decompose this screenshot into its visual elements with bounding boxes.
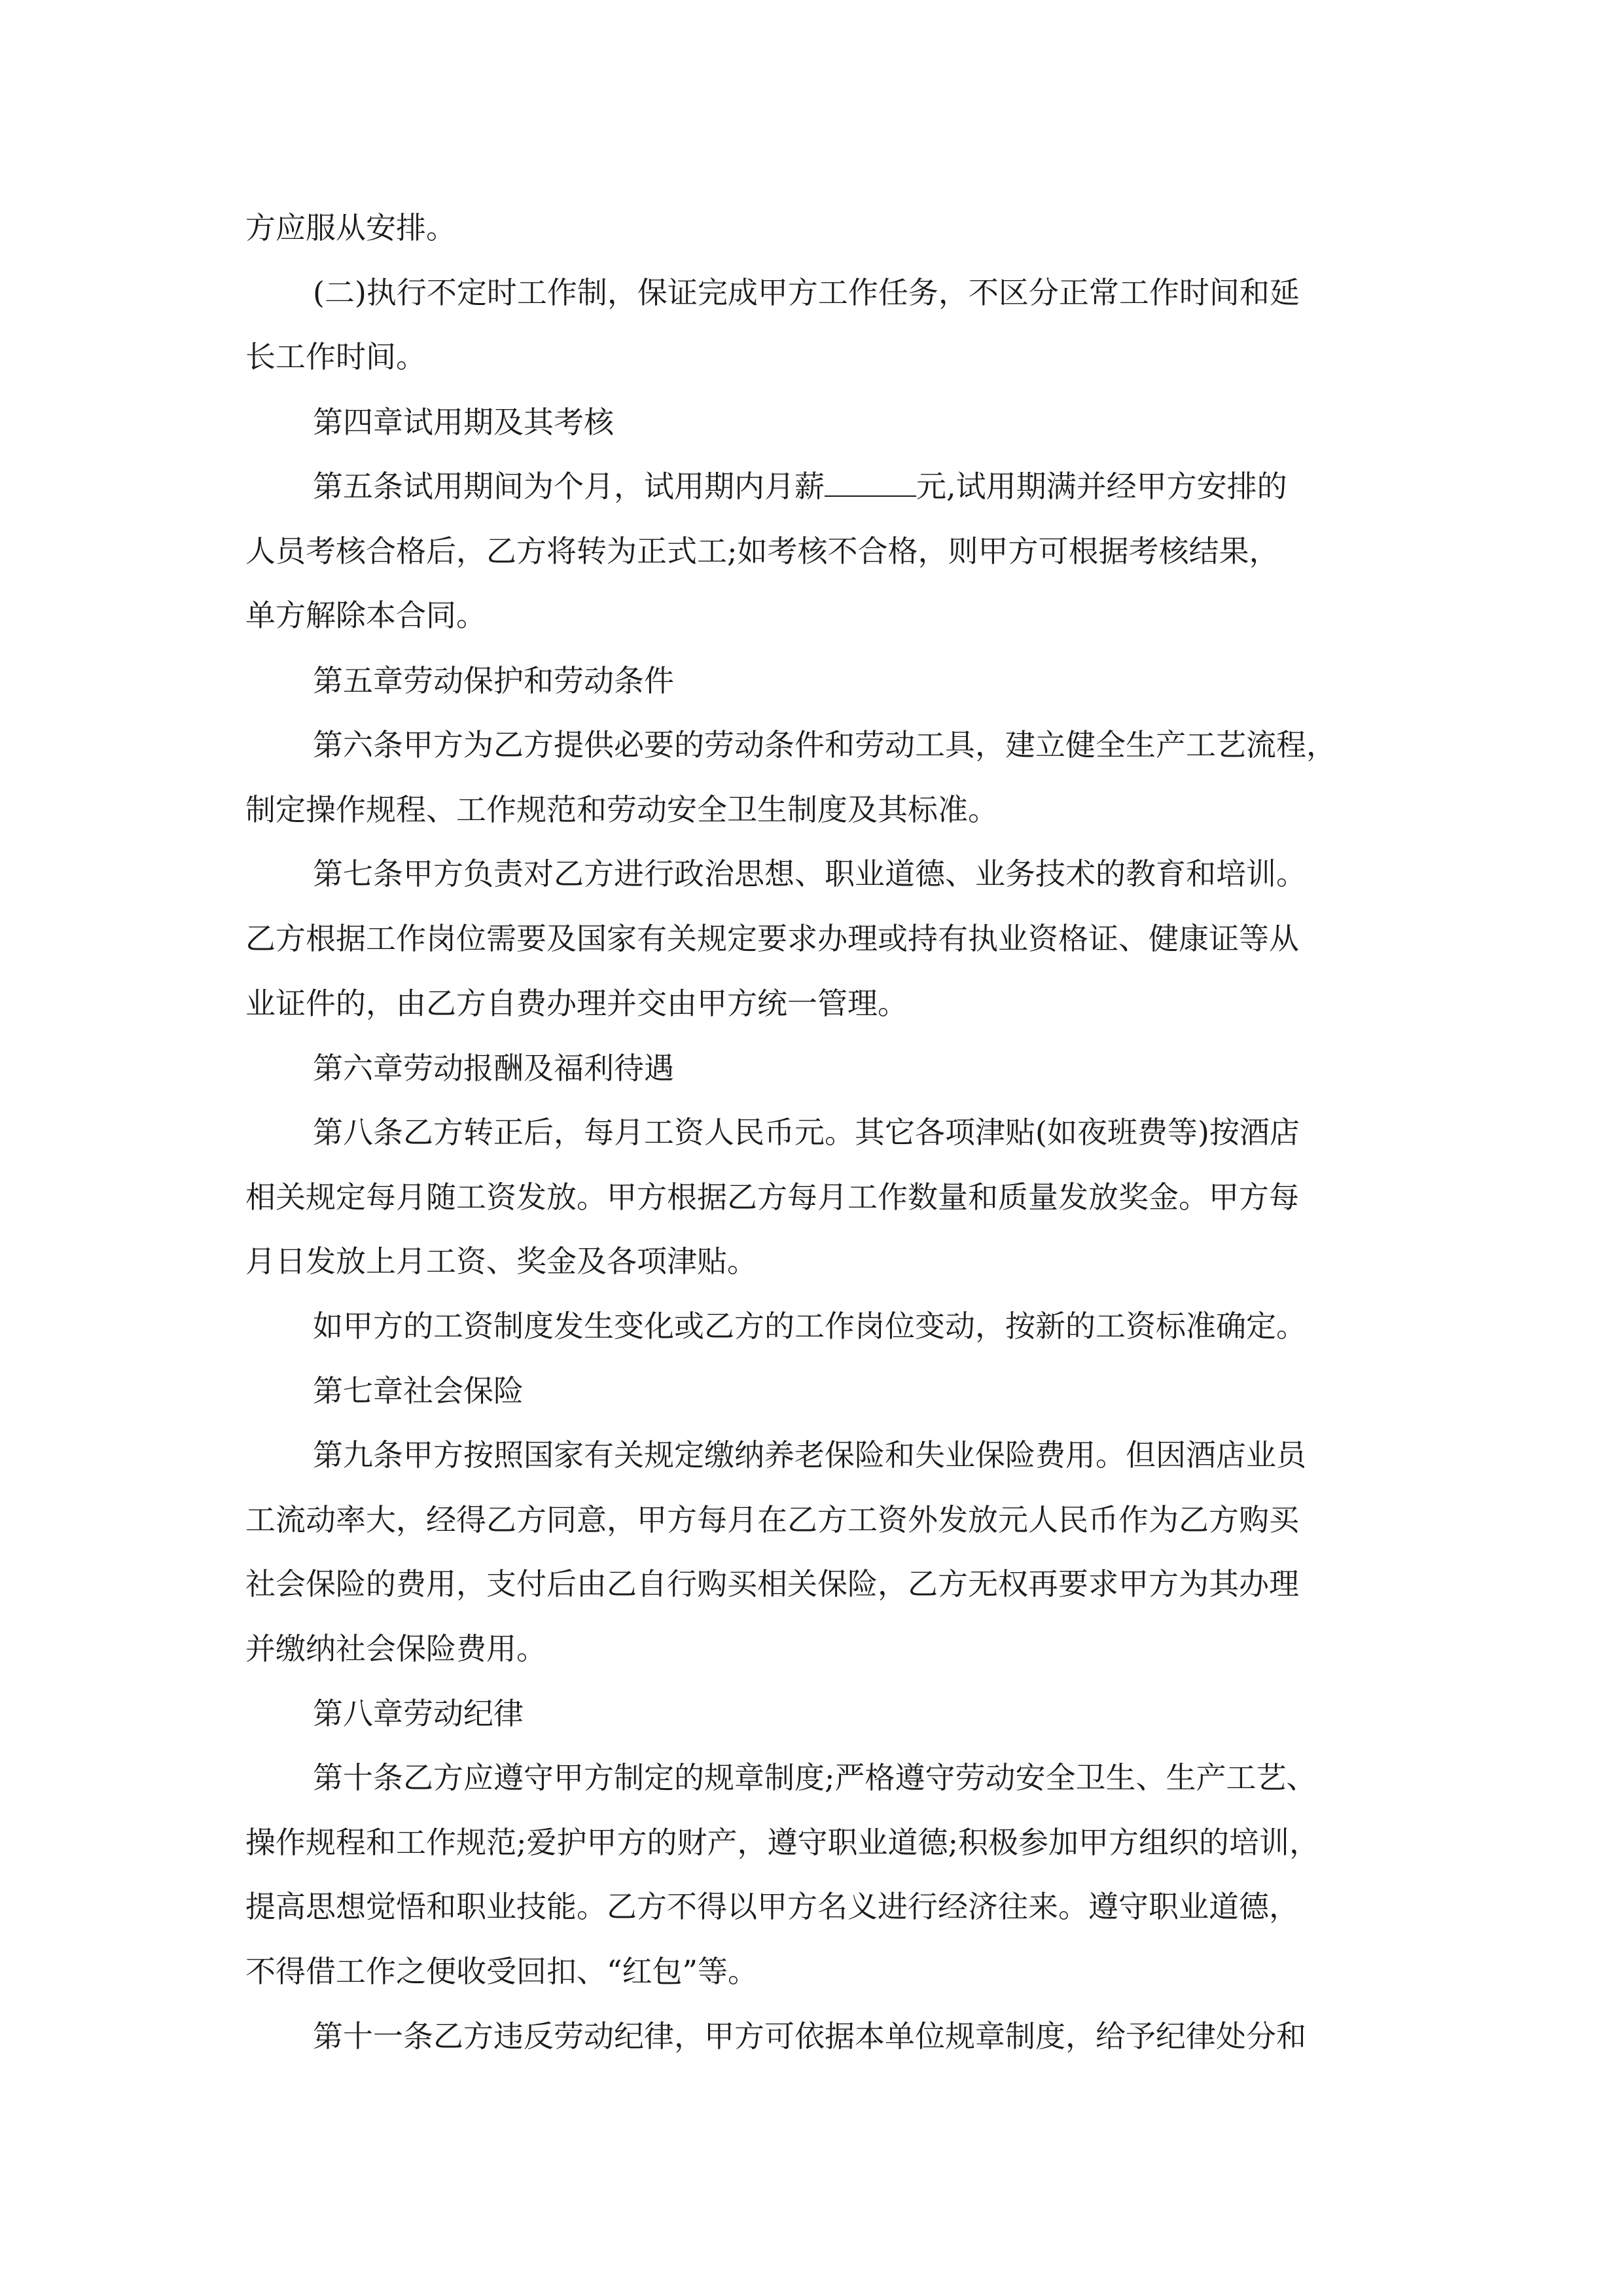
paragraph-line: 相关规定每月随工资发放。甲方根据乙方每月工作数量和质量发放奖金。甲方每 (245, 1179, 1299, 1215)
paragraph-line: 方应服从安排。 (245, 210, 456, 245)
paragraph-line: 并缴纳社会保险费用。 (245, 1631, 546, 1666)
paragraph-line: 制定操作规程、工作规范和劳动安全卫生制度及其标准。 (245, 792, 998, 827)
chapter-heading: 第七章社会保险 (313, 1373, 524, 1408)
paragraph-line: 第七条甲方负责对乙方进行政治思想、职业道德、业务技术的教育和培训。 (313, 856, 1306, 891)
paragraph-text: 第五条试用期间为个月，试用期内月薪 (313, 469, 825, 504)
paragraph-line: 工流动率大，经得乙方同意，甲方每月在乙方工资外发放元人民币作为乙方购买 (245, 1502, 1299, 1537)
paragraph-line: 业证件的，由乙方自费办理并交由甲方统一管理。 (245, 986, 908, 1021)
paragraph-line: 第十条乙方应遵守甲方制定的规章制度;严格遵守劳动安全卫生、生产工艺、 (313, 1760, 1317, 1795)
paragraph-text: 元,试用期满并经甲方安排的 (916, 469, 1287, 504)
salary-blank (825, 469, 916, 497)
paragraph-line: 操作规程和工作规范;爱护甲方的财产，遵守职业道德;积极参加甲方组织的培训， (245, 1825, 1319, 1860)
paragraph-line: 第六条甲方为乙方提供必要的劳动条件和劳动工具，建立健全生产工艺流程， (313, 727, 1336, 762)
chapter-heading: 第五章劳动保护和劳动条件 (313, 663, 674, 698)
paragraph-line: 如甲方的工资制度发生变化或乙方的工作岗位变动，按新的工资标准确定。 (313, 1308, 1306, 1344)
paragraph-line: 长工作时间。 (245, 339, 426, 374)
paragraph-line: 第十一条乙方违反劳动纪律，甲方可依据本单位规章制度，给予纪律处分和 (313, 2018, 1306, 2054)
paragraph-line: 第九条甲方按照国家有关规定缴纳养老保险和失业保险费用。但因酒店业员 (313, 1437, 1306, 1473)
chapter-heading: 第四章试用期及其考核 (313, 404, 614, 440)
paragraph-line: 第八条乙方转正后，每月工资人民币元。其它各项津贴(如夜班费等)按酒店 (313, 1115, 1300, 1150)
paragraph-line: 月日发放上月工资、奖金及各项津贴。 (245, 1244, 757, 1279)
paragraph-line: 社会保险的费用，支付后由乙自行购买相关保险，乙方无权再要求甲方为其办理 (245, 1566, 1299, 1602)
paragraph-line (313, 467, 1287, 506)
paragraph-line: 人员考核合格后，乙方将转为正式工;如考核不合格，则甲方可根据考核结果， (245, 533, 1279, 569)
paragraph-line: 不得借工作之便收受回扣、“红包”等。 (245, 1954, 758, 1989)
paragraph-line: 单方解除本合同。 (245, 598, 486, 633)
chapter-heading: 第八章劳动纪律 (313, 1696, 524, 1731)
paragraph-line: 提高思想觉悟和职业技能。乙方不得以甲方名义进行经济往来。遵守职业道德， (245, 1889, 1299, 1924)
paragraph-line: 乙方根据工作岗位需要及国家有关规定要求办理或持有执业资格证、健康证等从 (245, 921, 1299, 956)
paragraph-line: (二)执行不定时工作制，保证完成甲方工作任务，不区分正常工作时间和延 (313, 275, 1300, 310)
chapter-heading: 第六章劳动报酬及福利待遇 (313, 1050, 674, 1086)
